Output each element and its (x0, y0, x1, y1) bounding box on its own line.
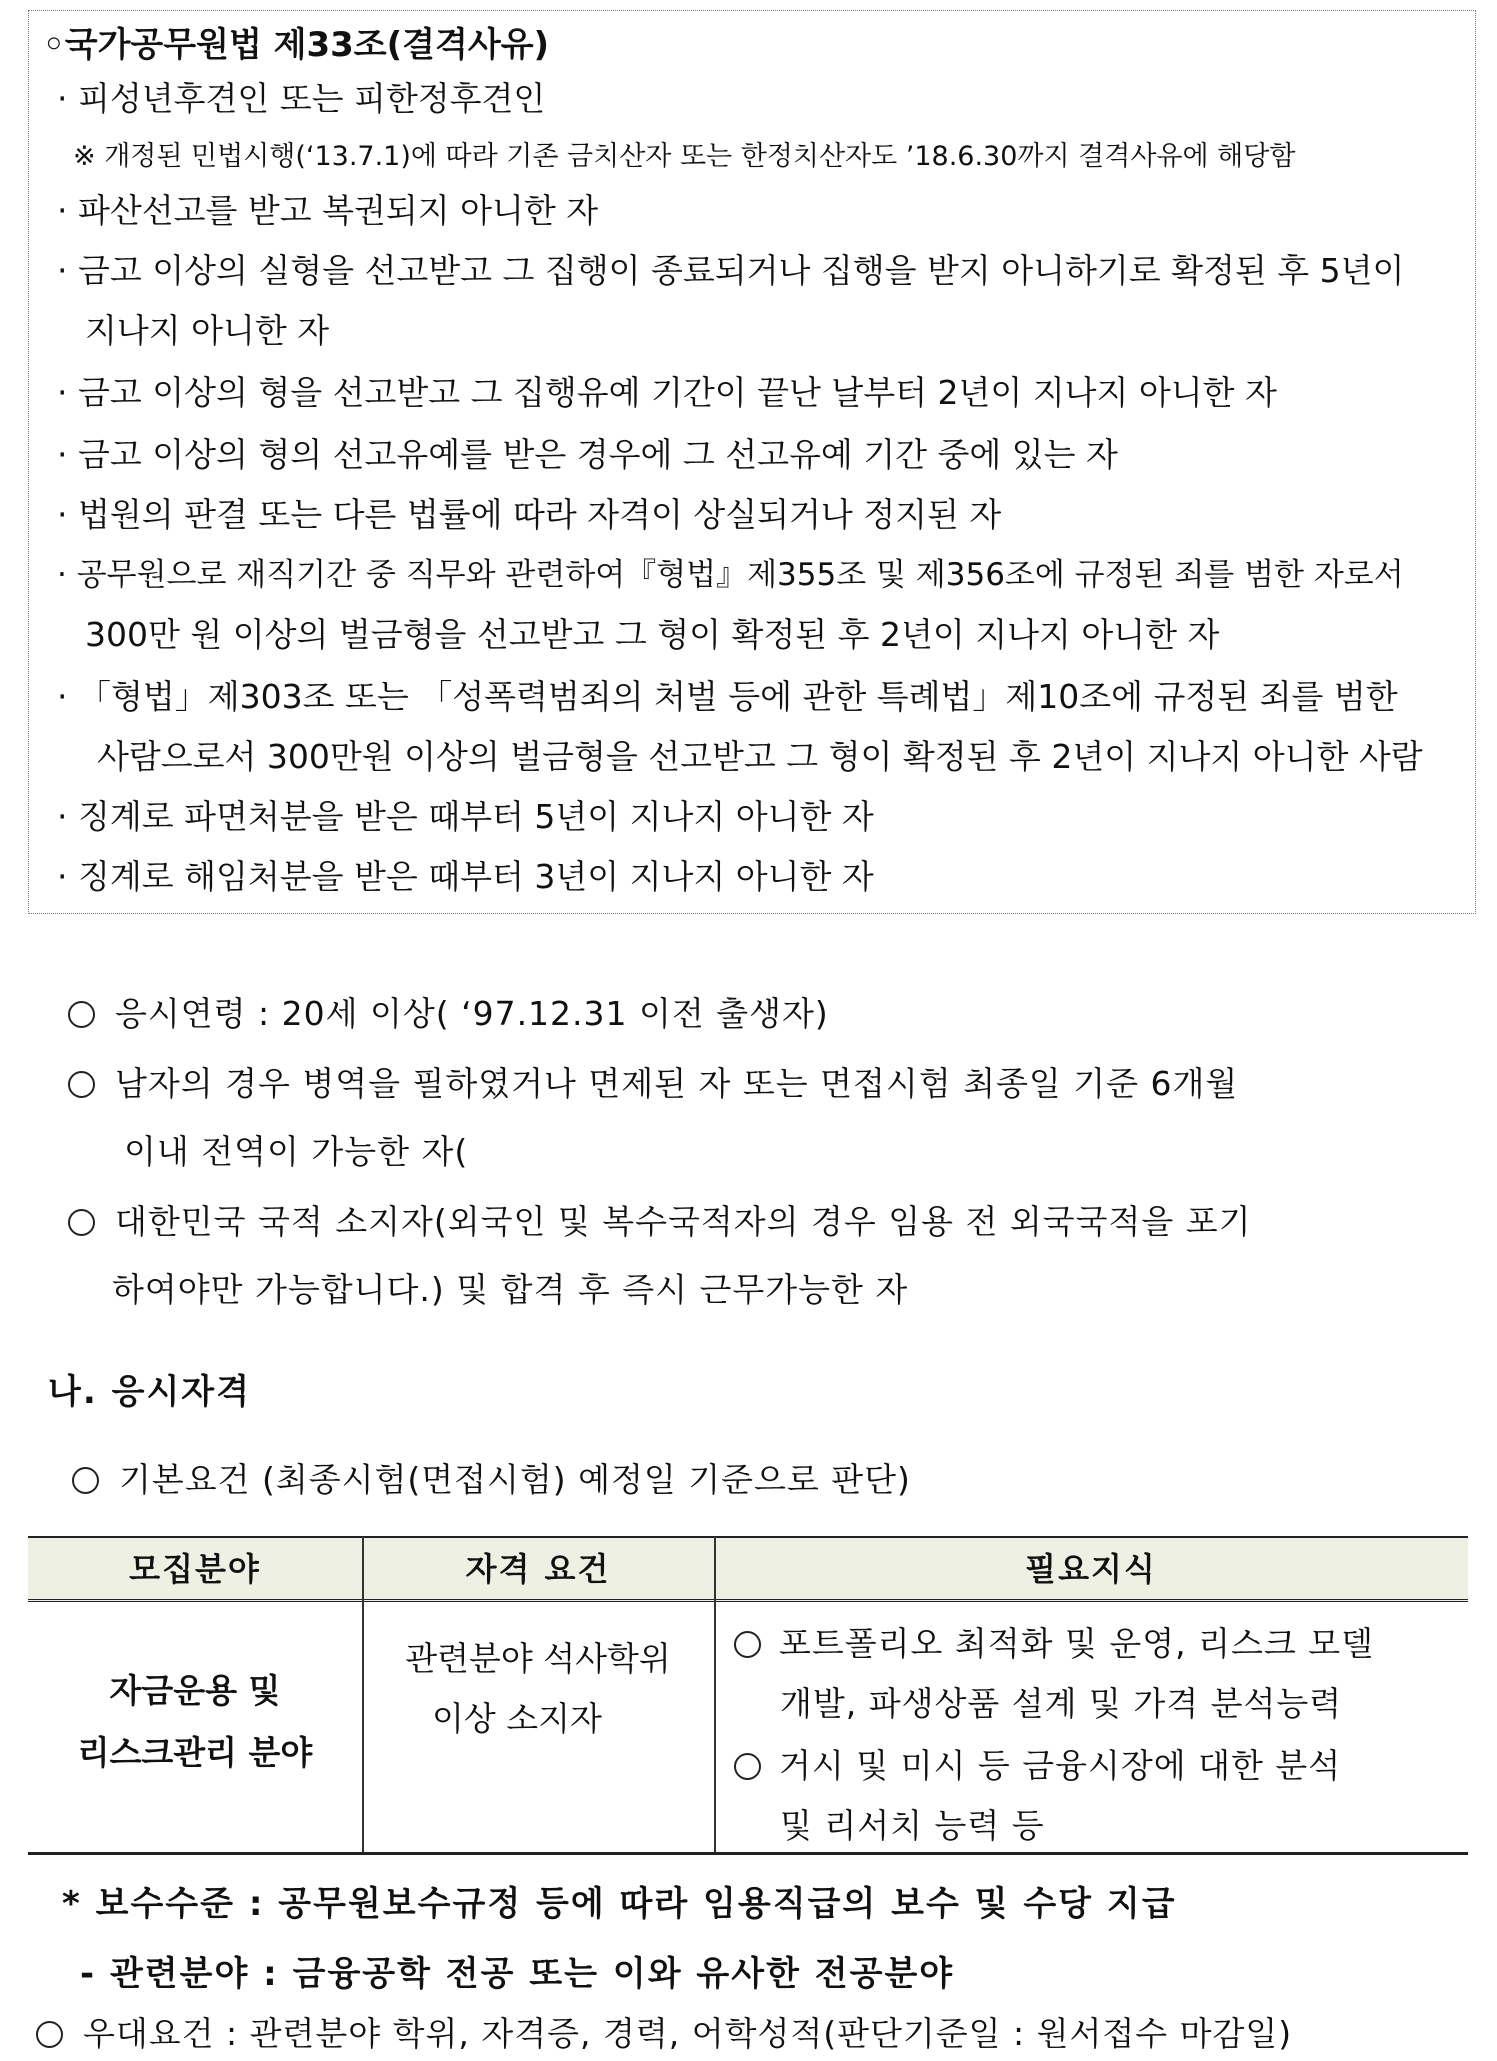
circle-bullet-icon (72, 1467, 99, 1494)
article-item: · 금고 이상의 형의 선고유예를 받은 경우에 그 선고유예 기간 중에 있는 자 (57, 435, 1118, 474)
article-item: · 피성년후견인 또는 피한정후견인 (57, 79, 546, 118)
table-header-row (28, 1536, 1468, 1602)
knowledge-item: 포트폴리오 최적화 및 운영, 리스크 모델 (734, 1618, 1374, 1665)
article-item: · 징계로 파면처분을 받은 때부터 5년이 지나지 아니한 자 (57, 797, 874, 836)
circle-bullet-icon (734, 1631, 761, 1658)
header-knowledge: 필요지식 (1025, 1550, 1157, 1588)
requirement-military-cont: 이내 전역이 가능한 자( (124, 1132, 469, 1171)
qualification-line: 관련분야 석사학위 (405, 1639, 671, 1678)
preferred-requirement: 우대요건 : 관련분야 학위, 자격증, 경력, 어학성적(판단기준일 : 원서접수 마감일) (36, 2014, 1292, 2054)
article-box (28, 10, 1476, 914)
requirement-military: 남자의 경우 병역을 필하였거나 면제된 자 또는 면접시험 최종일 기준 6개월 (68, 1064, 1238, 1104)
field-line: 자금운용 및 (109, 1671, 281, 1710)
field-line: 리스크관리 분야 (77, 1733, 313, 1772)
article-item: · 공무원으로 재직기간 중 직무와 관련하여『형법』제355조 및 제356조에 규정된 죄를 범한 자로서 (57, 557, 1404, 593)
section-heading: 나. 응시자격 (48, 1372, 251, 1412)
article-note: ※ 개정된 민법시행(‘13.7.1)에 따라 기존 금치산자 또는 한정치산자도 ’18.6.30까지 결격사유에 해당함 (73, 141, 1296, 172)
circle-bullet-icon (68, 1209, 95, 1236)
header-qualification: 자격 요건 (465, 1550, 611, 1588)
qualification-line: 이상 소지자 (432, 1699, 602, 1738)
knowledge-item-cont: 개발, 파생상품 설계 및 가격 분석능력 (780, 1684, 1343, 1723)
knowledge-item-cont: 및 리서치 능력 등 (780, 1806, 1045, 1845)
article-item: · 파산선고를 받고 복권되지 아니한 자 (57, 191, 599, 230)
article-item: · 법원의 판결 또는 다른 법률에 따라 자격이 상실되거나 정지된 자 (57, 495, 1002, 534)
column-divider (714, 1536, 716, 1854)
article-item: · 징계로 해임처분을 받은 때부터 3년이 지나지 아니한 자 (57, 857, 874, 896)
knowledge-item: 거시 및 미시 등 금융시장에 대한 분석 (734, 1740, 1341, 1787)
requirement-nationality: 대한민국 국적 소지자(외국인 및 복수국적자의 경우 임용 전 외국국적을 포기 (68, 1202, 1252, 1242)
circle-bullet-icon (68, 1071, 95, 1098)
article-item: · 「형법」제303조 또는 「성폭력범죄의 처벌 등에 관한 특례법」제10조에 규정된 죄를 범한 (57, 677, 1398, 716)
requirement-age: 응시연령 : 20세 이상( ‘97.12.31 이전 출생자) (68, 994, 829, 1034)
salary-note: * 보수수준 : 공무원보수규정 등에 따라 임용직급의 보수 및 수당 지급 (62, 1884, 1177, 1924)
article-item: · 금고 이상의 형을 선고받고 그 집행유예 기간이 끝난 날부터 2년이 지나지 아니한 자 (57, 373, 1277, 412)
article-item-continuation: 300만 원 이상의 벌금형을 선고받고 그 형이 확정된 후 2년이 지나지 아니한 자 (85, 615, 1220, 654)
article-item-continuation: 사람으로서 300만원 이상의 벌금형을 선고받고 그 형이 확정된 후 2년이 지나지 아니한 사람 (97, 737, 1423, 776)
header-field: 모집분야 (129, 1550, 261, 1588)
table-bottom-border (28, 1852, 1468, 1855)
circle-bullet-icon (36, 2021, 63, 2048)
basic-requirement: 기본요건 (최종시험(면접시험) 예정일 기준으로 판단) (72, 1460, 911, 1500)
article-item: · 금고 이상의 실형을 선고받고 그 집행이 종료되거나 집행을 받지 아니하기로 확정된 후 5년이 (57, 251, 1405, 290)
article-item-continuation: 지나지 아니한 자 (85, 311, 330, 350)
related-field-note: - 관련분야 : 금융공학 전공 또는 이와 유사한 전공분야 (80, 1954, 955, 1994)
circle-bullet-icon (68, 1001, 95, 1028)
qualification-table (28, 1536, 1468, 1854)
article-title: ◦국가공무원법 제33조(결격사유) (43, 25, 550, 65)
circle-bullet-icon (734, 1753, 761, 1780)
requirement-nationality-cont: 하여야만 가능합니다.) 및 합격 후 즉시 근무가능한 자 (112, 1270, 909, 1309)
